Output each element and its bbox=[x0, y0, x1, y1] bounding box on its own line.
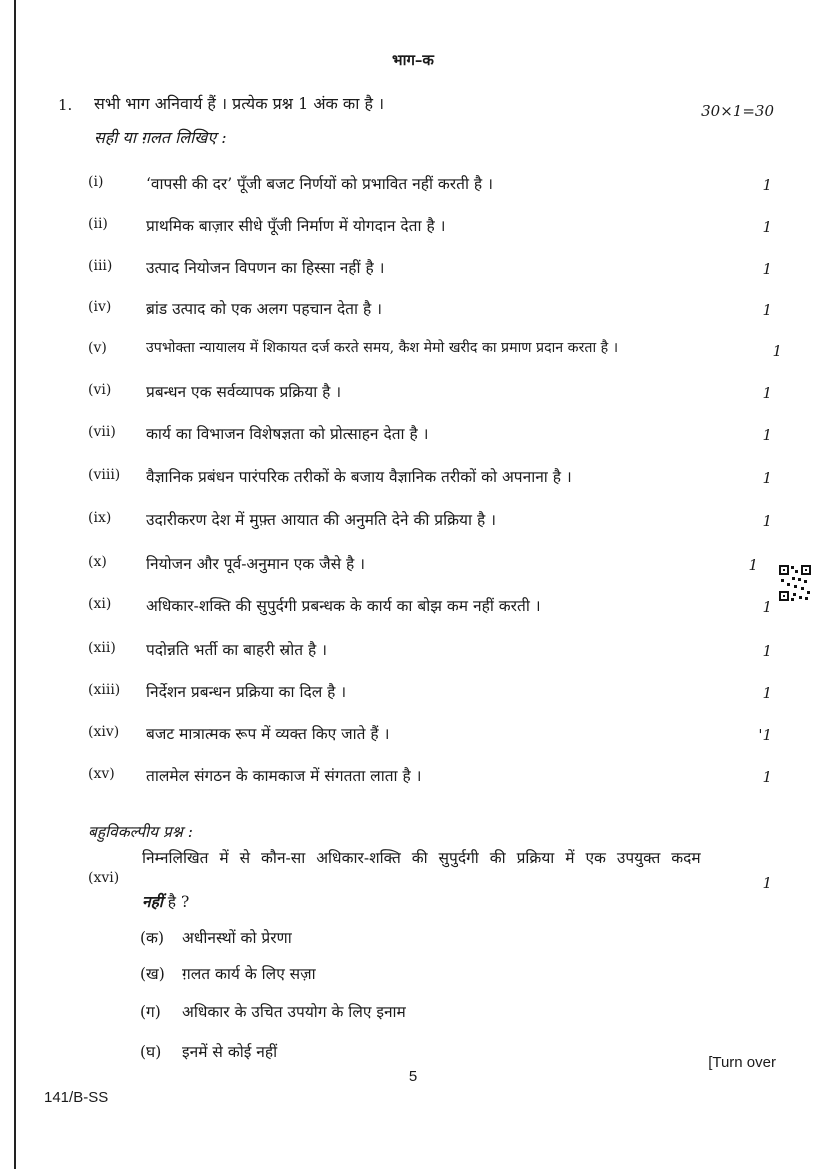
item-text: उदारीकरण देश में मुफ़्त आयात की अनुमति देने की प्रक्रिया है । bbox=[146, 511, 497, 529]
item-text: निर्देशन प्रबन्धन प्रक्रिया का दिल है । bbox=[146, 683, 347, 701]
list-item bbox=[88, 422, 778, 448]
item-text: वैज्ञानिक प्रबंधन पारंपरिक तरीकों के बजाय वैज्ञानिक तरीकों को अपनाना है । bbox=[146, 468, 572, 486]
item-mark: 1 bbox=[762, 176, 772, 194]
item-mark: 1 bbox=[762, 684, 772, 702]
option-text: अधिकार के उचित उपयोग के लिए इनाम bbox=[182, 1003, 406, 1021]
mcq-question-text-continued bbox=[142, 890, 189, 912]
question-number: 1. bbox=[58, 96, 73, 114]
item-number: (xii) bbox=[88, 640, 116, 656]
item-number: (ii) bbox=[88, 216, 108, 232]
item-mark: 1 bbox=[762, 426, 772, 444]
item-mark: 1 bbox=[762, 260, 772, 278]
list-item bbox=[88, 297, 778, 323]
section-title: भाग–क bbox=[392, 51, 434, 69]
item-mark: 1 bbox=[762, 642, 772, 660]
item-number: (viii) bbox=[88, 467, 121, 483]
list-item bbox=[88, 594, 778, 620]
item-mark: 1 bbox=[762, 598, 772, 616]
item-number: (xv) bbox=[88, 766, 115, 782]
item-number: (iv) bbox=[88, 299, 112, 315]
emphasis-not: नहीं bbox=[142, 892, 163, 911]
item-number: (xiii) bbox=[88, 682, 121, 698]
question-instruction: सभी भाग अनिवार्य हैं । प्रत्येक प्रश्न 1 अंक का है । bbox=[94, 94, 385, 113]
margin-line bbox=[14, 0, 16, 1169]
item-number: (xvi) bbox=[88, 870, 120, 886]
item-number: (ix) bbox=[88, 510, 112, 526]
item-text: पदोन्नति भर्ती का बाहरी स्रोत है । bbox=[146, 641, 327, 659]
list-item bbox=[88, 465, 778, 491]
item-text: प्राथमिक बाज़ार सीधे पूँजी निर्माण में योगदान देता है । bbox=[146, 217, 446, 235]
paper-code: 141/B-SS bbox=[44, 1089, 109, 1106]
list-item bbox=[88, 680, 778, 706]
option-label: (ख) bbox=[140, 965, 165, 983]
question-mark-text: है ? bbox=[162, 893, 190, 911]
list-item bbox=[88, 172, 778, 198]
mcq-question-text: निम्नलिखित में से कौन-सा अधिकार-शक्ति की सुपुर्दगी की प्रक्रिया में एक उपयुक्त कदम bbox=[142, 849, 701, 867]
item-mark: 1 bbox=[762, 301, 772, 319]
item-number: (vii) bbox=[88, 424, 116, 440]
list-item bbox=[88, 214, 778, 240]
item-mark: 1 bbox=[772, 342, 782, 360]
item-mark: 1 bbox=[762, 218, 772, 236]
item-mark: '1 bbox=[758, 726, 772, 744]
item-mark: 1 bbox=[762, 512, 772, 530]
item-text: ब्रांड उत्पाद को एक अलग पहचान देता है । bbox=[146, 300, 382, 318]
list-item bbox=[88, 638, 778, 664]
item-text: बजट मात्रात्मक रूप में व्यक्त किए जाते हैं । bbox=[146, 725, 390, 743]
qr-code-icon bbox=[778, 564, 812, 602]
item-mark: 1 bbox=[762, 384, 772, 402]
item-text: नियोजन और पूर्व-अनुमान एक जैसे है । bbox=[146, 555, 366, 573]
item-number: (v) bbox=[88, 340, 107, 356]
mcq-option bbox=[140, 962, 316, 984]
list-item bbox=[88, 380, 778, 406]
item-number: (i) bbox=[88, 174, 104, 190]
list-item bbox=[88, 508, 778, 534]
item-mark: 1 bbox=[762, 874, 772, 892]
item-mark: 1 bbox=[762, 469, 772, 487]
mcq-option bbox=[140, 1040, 277, 1062]
turn-over-note: [Turn over bbox=[708, 1054, 776, 1071]
item-number: (iii) bbox=[88, 258, 113, 274]
option-label: (क) bbox=[140, 929, 164, 947]
item-mark: 1 bbox=[748, 556, 758, 574]
item-text: कार्य का विभाजन विशेषज्ञता को प्रोत्साहन देता है । bbox=[146, 425, 429, 443]
list-item bbox=[88, 256, 778, 282]
item-number: (x) bbox=[88, 554, 107, 570]
item-text: ‘वापसी की दर’ पूँजी बजट निर्णयों को प्रभावित नहीं करती है । bbox=[146, 175, 493, 193]
mcq-option bbox=[140, 1000, 406, 1022]
option-label: (घ) bbox=[140, 1043, 162, 1061]
item-number: (xiv) bbox=[88, 724, 120, 740]
item-text: उत्पाद नियोजन विपणन का हिस्सा नहीं है । bbox=[146, 259, 385, 277]
list-item bbox=[88, 764, 778, 790]
item-mark: 1 bbox=[762, 768, 772, 786]
item-text: अधिकार-शक्ति की सुपुर्दगी प्रबन्धक के कार्य का बोझ कम नहीं करती । bbox=[146, 597, 541, 615]
mcq-option bbox=[140, 926, 292, 948]
item-text: तालमेल संगठन के कामकाज में संगतता लाता है । bbox=[146, 767, 422, 785]
list-item bbox=[88, 722, 778, 748]
option-text: ग़लत कार्य के लिए सज़ा bbox=[182, 965, 316, 983]
total-marks: 30×1=30 bbox=[701, 102, 774, 120]
item-text: उपभोक्ता न्यायालय में शिकायत दर्ज करते समय, कैश मेमो खरीद का प्रमाण प्रदान करता है । bbox=[146, 340, 619, 356]
item-text: प्रबन्धन एक सर्वव्यापक प्रक्रिया है । bbox=[146, 383, 342, 401]
page-number: 5 bbox=[408, 1068, 418, 1085]
list-item bbox=[88, 552, 778, 578]
option-label: (ग) bbox=[140, 1003, 161, 1021]
item-number: (xi) bbox=[88, 596, 112, 612]
option-text: अधीनस्थों को प्रेरणा bbox=[182, 929, 292, 947]
option-text: इनमें से कोई नहीं bbox=[182, 1043, 278, 1061]
true-false-subheading: सही या ग़लत लिखिए : bbox=[94, 128, 227, 147]
item-number: (vi) bbox=[88, 382, 112, 398]
list-item bbox=[88, 338, 782, 364]
mcq-heading: बहुविकल्पीय प्रश्न : bbox=[88, 823, 193, 841]
